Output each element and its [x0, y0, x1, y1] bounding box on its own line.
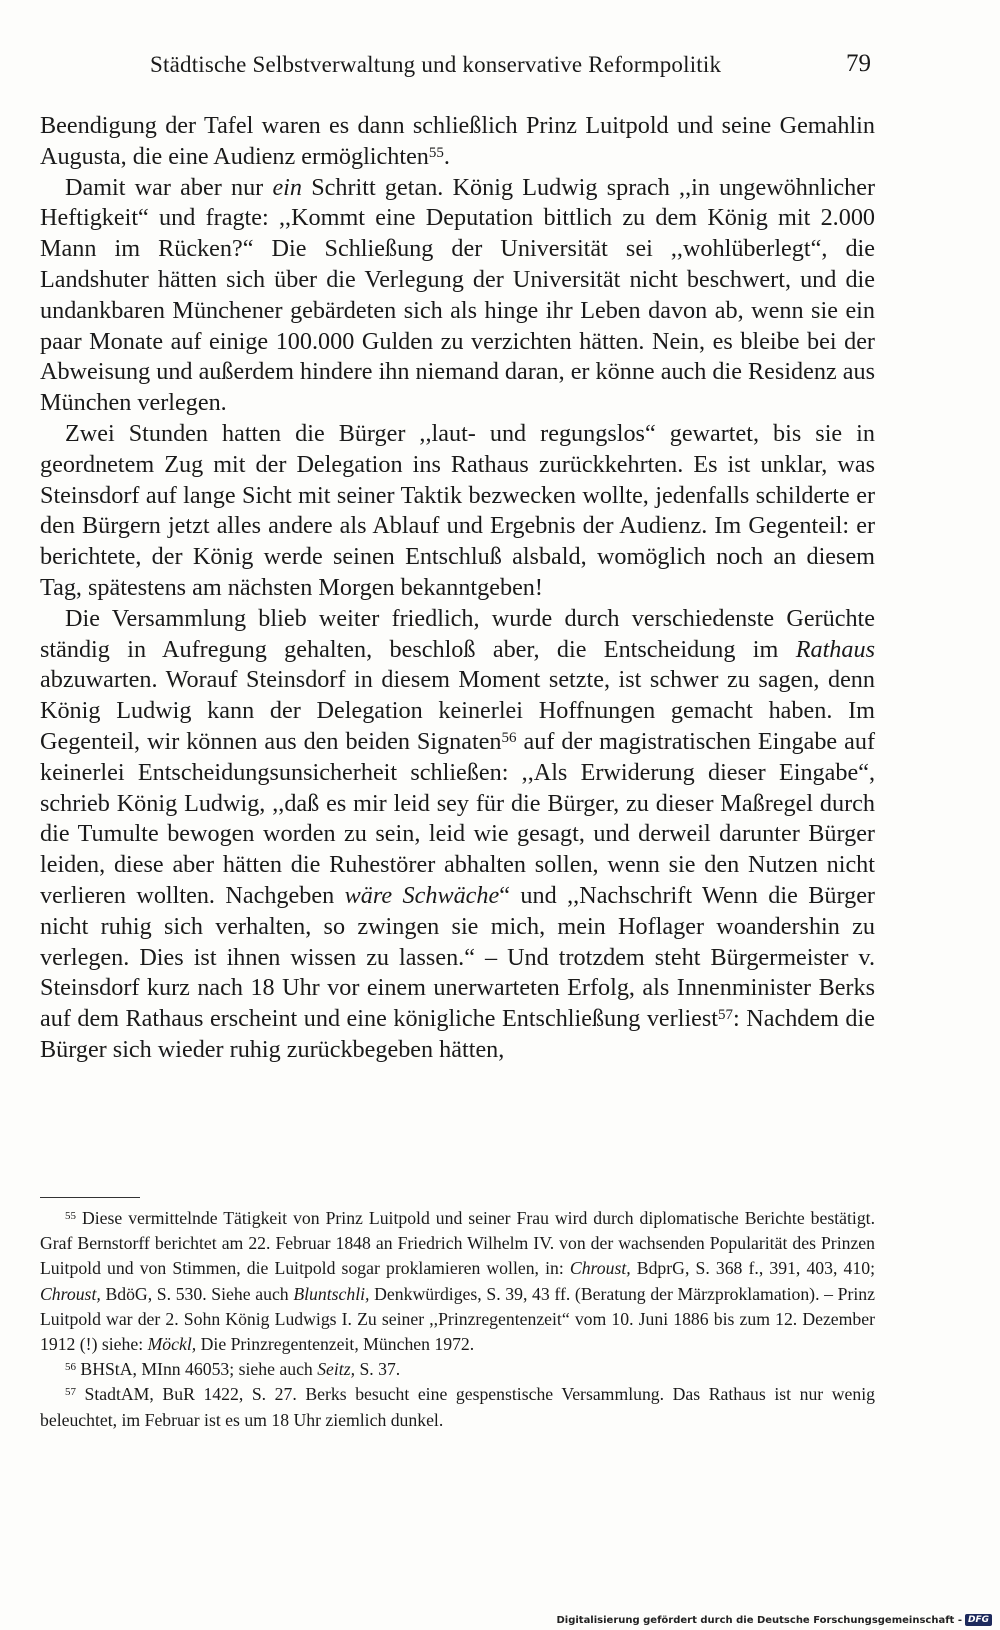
footnote-56: $^{56}$ BHStA, MInn 46053; siehe auch Seitz, S. 37.	[65, 1359, 401, 1380]
digitization-footer	[556, 1614, 992, 1626]
running-title: Städtische Selbstverwaltung und konservative Reformpolitik	[150, 52, 722, 77]
digitization-notice: Digitalisierung gefördert durch die Deutsche Forschungsgemeinschaft -	[556, 1614, 962, 1626]
paragraph-2: Damit war aber nur ein Schritt getan. König Ludwig sprach ,,in ungewöhnlicher Heftigkeit“ und fragte: ,,Kommt eine Deputation bittlich zu dem König mit 2.000 Mann im Rücken?“ Die Schließung der Universität sei ,,wohlüberlegt“, die Landshuter hätten sich über die Verlegung der Universität nicht beschwert, und die undankbaren Münchener gebärdeten sich als hinge ihr Leben davon ab, wenn sie ein paar Monate auf einige 100.000 Gulden zu verzichten hätten. Nein, es bleibe bei der Abweisung und außerdem hindere ihn niemand daran, er könne auch die Residenz aus München verlegen.	[40, 173, 875, 417]
footnote-ref-56[interactable]: 56	[501, 730, 517, 747]
footnote-57: $^{57}$ StadtAM, BuR 1422, S. 27. Berks besucht eine gespenstische Versammlung. Das Rathaus ist nur wenig beleuchtet, im Februar ist es um 18 Uhr ziemlich dunkel.	[40, 1384, 875, 1430]
footnote-divider	[40, 1197, 140, 1198]
paragraph-1: Beendigung der Tafel waren es dann schließlich Prinz Luitpold und seine Gemahlin Augusta, die eine Audienz ermöglichten$^{55}$.	[40, 112, 875, 170]
paragraph-4: Die Versammlung blieb weiter friedlich, wurde durch verschiedenste Gerüchte ständig in Aufregung gehalten, beschloß aber, die Entscheidung im Rathaus abzuwarten. Worauf Steinsdorf in diesem Moment setzte, ist schwer zu sagen, denn König Ludwig kann der Delegation keinerlei Hoffnungen gemacht haben. Im Gegenteil, wir können aus den beiden Signaten$^{56}$ auf der magistratischen Eingabe auf keinerlei Entscheidungsunsicherheit schließen: ,,Als Erwiderung dieser Eingabe“, schrieb König Ludwig, ,,daß es mir leid sey für die Bürger, zu dieser Maßregel durch die Tumulte bewogen worden zu sein, leid wie gesagt, und derweil darunter Bürger leiden, diese aber hätten die Ruhestörer abhalten sollen, wenn sie den Nutzen nicht verlieren wollten. Nachgeben wäre Schwäche“ und ,,Nachschrift Wenn die Bürger nicht ruhig sich verhalten, so zwingen sie mich, mein Hoflager woandershin zu verlegen. Dies ist ihnen wissen zu lassen.“ – Und trotzdem steht Bürgermeister v. Steinsdorf kurz nach 18 Uhr vor einem unerwarteten Erfolg, als Innenminister Berks auf dem Rathaus erscheint und eine königliche Entschließung verliest$^{57}$: Nachdem die Bürger sich wieder ruhig zurückbegeben hätten,	[40, 604, 875, 1063]
page-number: 79	[846, 50, 871, 77]
footnote-ref-55[interactable]: 55	[428, 145, 444, 162]
dfg-logo-icon: DFG	[965, 1614, 992, 1626]
paragraph-3: Zwei Stunden hatten die Bürger ,,laut- und regungslos“ gewartet, bis sie in geordnetem Zug mit der Delegation ins Rathaus zurückkehrten. Es ist unklar, was Steinsdorf auf lange Sicht mit seiner Taktik bezwecken wollte, jedenfalls schilderte er den Bürgern jetzt alles andere als Ablauf und Ergebnis der Audienz. Im Gegenteil: er berichtete, der König werde seinen Entschluß alsbald, womöglich noch an diesem Tag, spätestens am nächsten Morgen bekanntgeben!	[40, 419, 875, 601]
main-text	[40, 111, 875, 1066]
footnotes	[40, 1206, 875, 1433]
footnote-ref-57[interactable]: 57	[718, 1007, 734, 1024]
footnote-55: $^{55}$ Diese vermittelnde Tätigkeit von Prinz Luitpold und seiner Frau wird durch diplomatische Berichte bestätigt. Graf Bernstorff berichtet am 22. Februar 1848 an Friedrich Wilhelm IV. von der wachsenden Popularität des Prinzen Luitpold und von Stimmen, die Luitpold sogar proklamieren wollen, in: Chroust, BdprG, S. 368 f., 391, 403, 410; Chroust, BdöG, S. 530. Siehe auch Bluntschli, Denkwürdiges, S. 39, 43 ff. (Beratung der Märzproklamation). – Prinz Luitpold war der 2. Sohn König Ludwigs I. Zu seiner ,,Prinzregentenzeit“ vom 10. Juni 1886 bis zum 12. Dezember 1912 (!) siehe: Möckl, Die Prinzregentenzeit, München 1972.	[40, 1208, 875, 1355]
